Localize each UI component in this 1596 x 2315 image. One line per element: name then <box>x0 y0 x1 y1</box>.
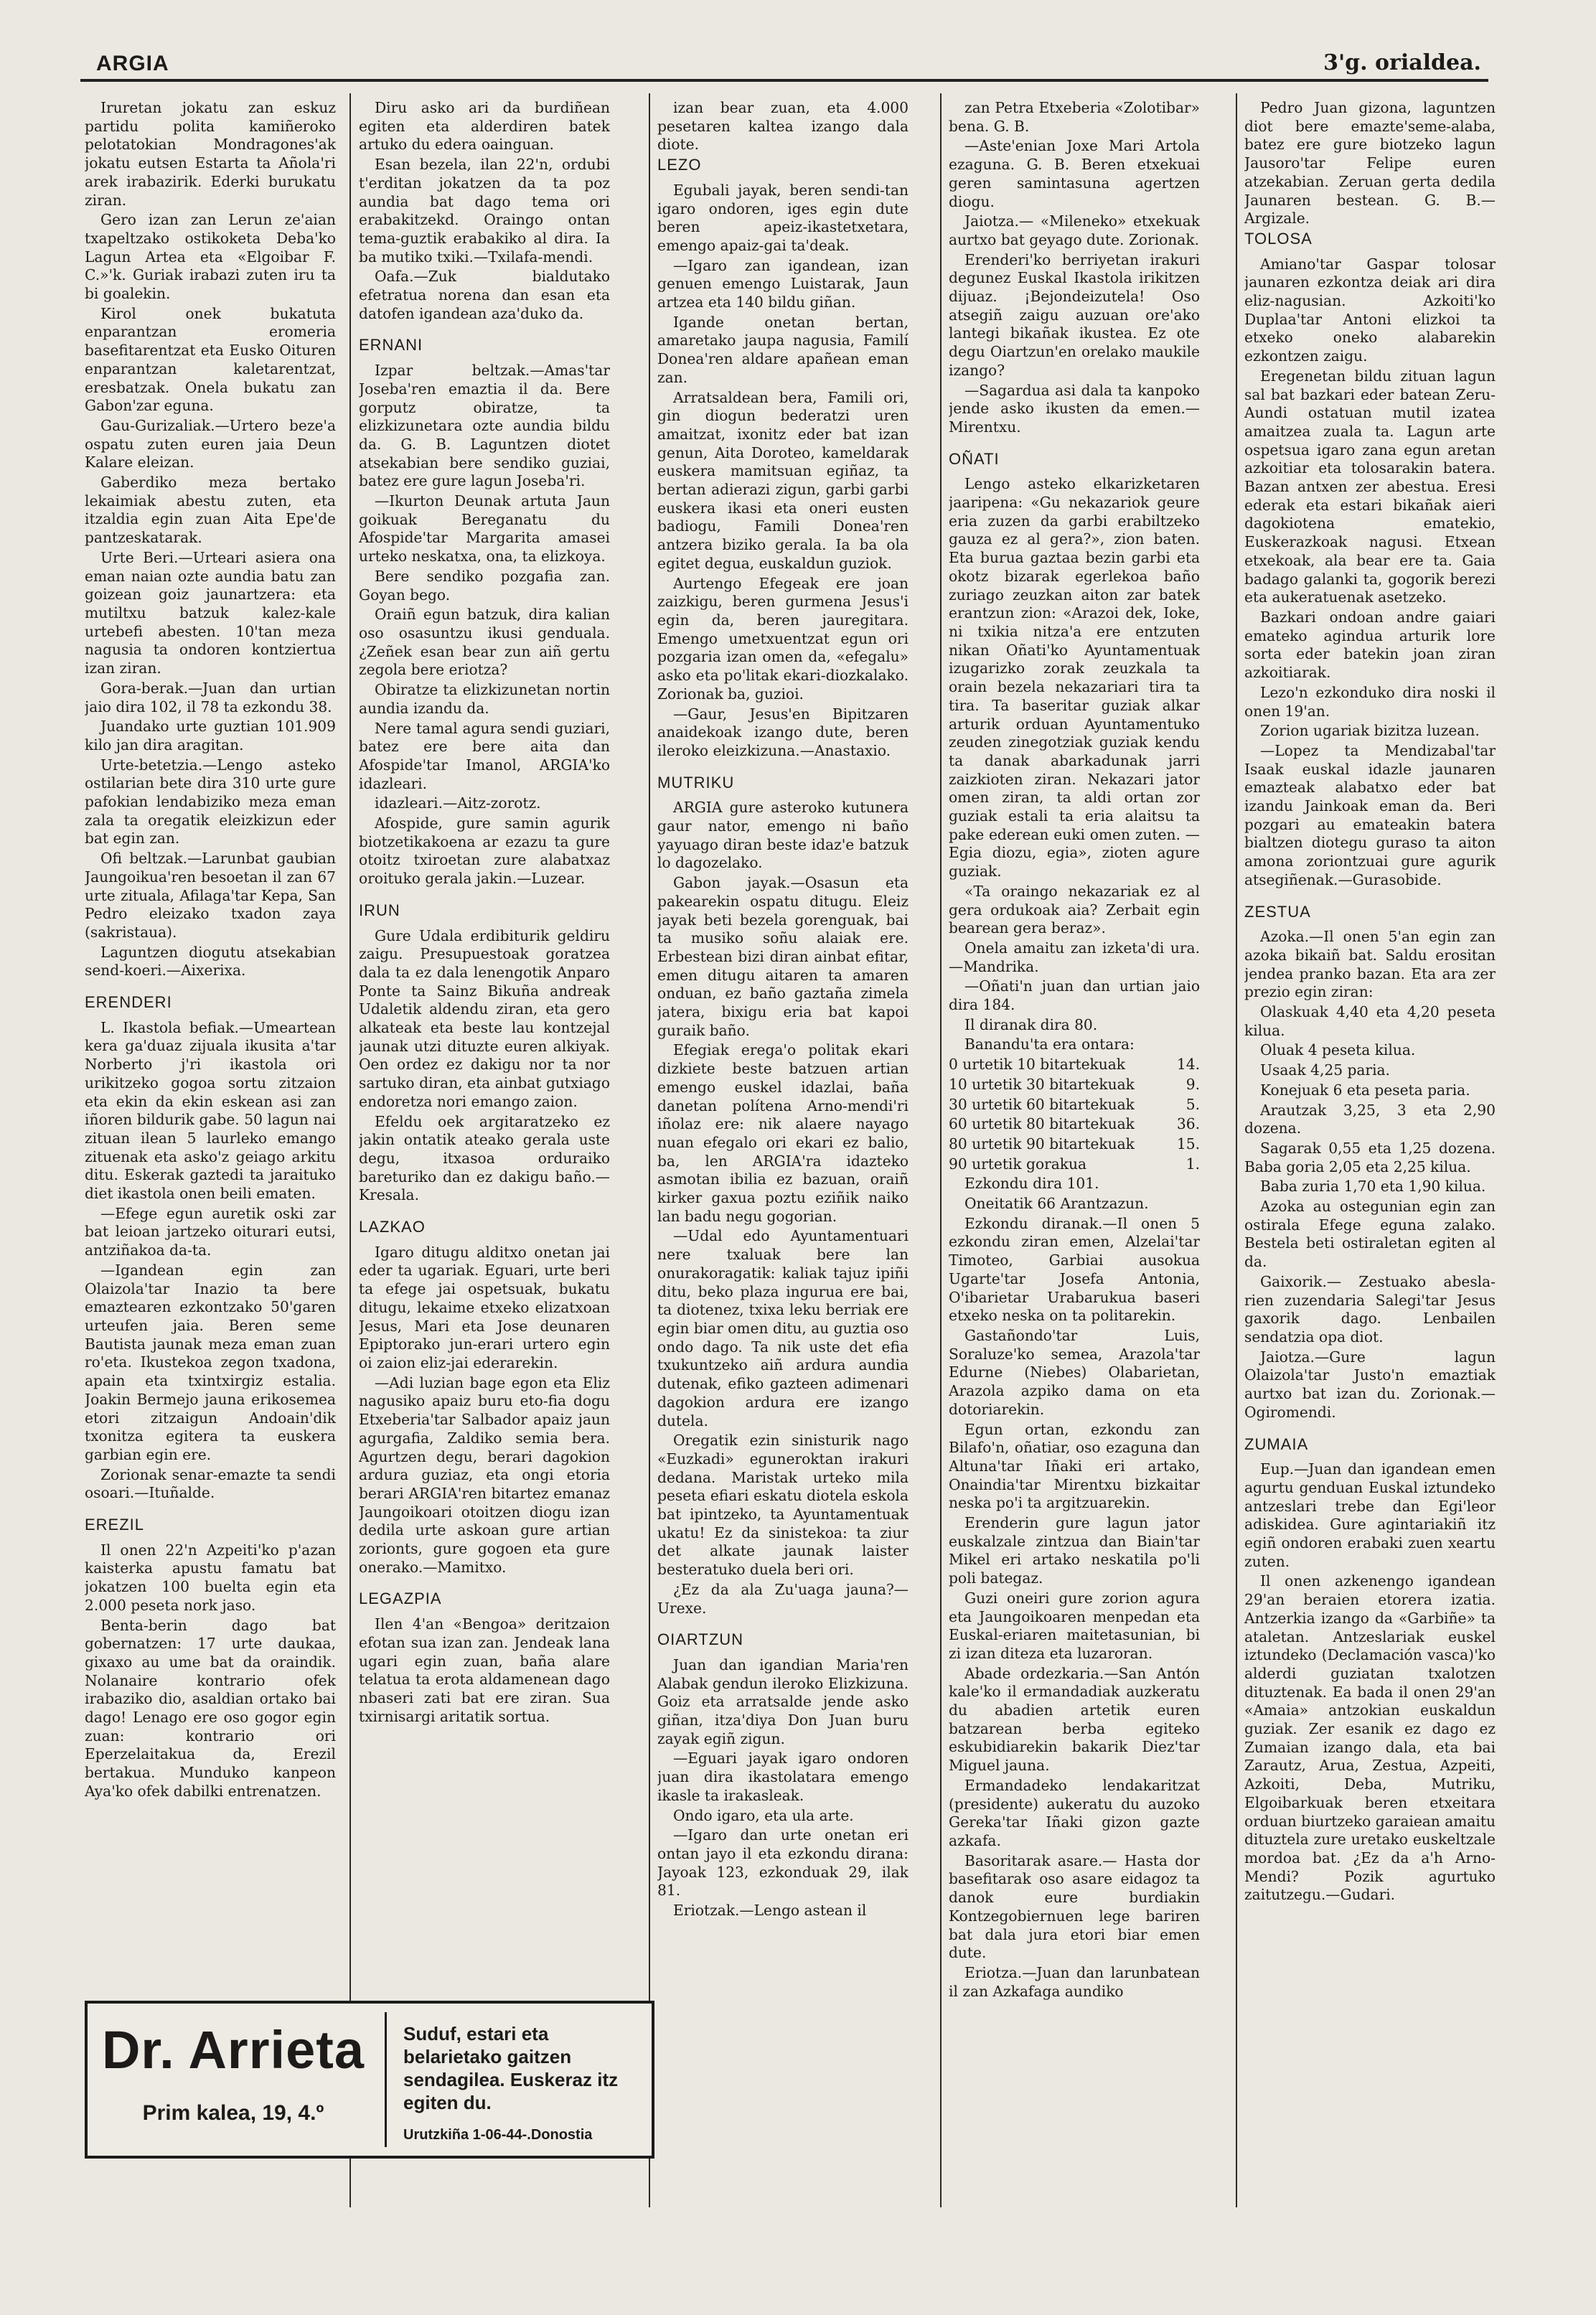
column-rule <box>349 93 351 2207</box>
statistics-value: 9. <box>1186 1075 1200 1093</box>
article-paragraph: Ezkondu dira 101. <box>964 1175 1099 1193</box>
ad-phone: Urutzkiña 1-06-44-.Donostia <box>403 2127 593 2143</box>
article-paragraph: Azoka.—Il onen 5'an egin zan azoka bikaiñ bat. Saldu erositan jendea pranko bazan. Eta ara zer prezio egin ziran: <box>1244 928 1496 1001</box>
article-paragraph: Eriotza.—Juan dan larunbatean il zan Azkafaga aundiko <box>949 1963 1200 2000</box>
article-paragraph: Kirol onek bukatuta enparantzan eromeria basefitarentzat eta Eusko Oituren enparantzan kaletarentzat, eresbatzak. Onela bukatu zan Gabon'zar eguna. <box>85 304 336 415</box>
article-paragraph: —Efege egun auretik oski zar bat leioan jartzeko oiturari eutsi, antziñakoa da-ta. <box>85 1204 336 1259</box>
article-paragraph: Efeldu oek argitaratzeko ez jakin ontatik ateako gerala uste degu, itxasoa orduraiko bareturiko dan ez dakigu baño.—Kresala. <box>359 1112 610 1204</box>
article-paragraph: Benta-berin dago bat gobernatzen: 17 urte daukaa, gixaxo au ume bat da oraindik. Nolanaire kontrario ofek irabaziko dio, asaldian ortako bai dago! Lenago ere oso gogor egin zuan: kontrario ori Eperzelaitakua da, Erezil bertakua. Munduko kanpeon Aya'ko ofek dabilki entrenatzen. <box>85 1616 336 1800</box>
ad-address: Prim kalea, 19, 4.º <box>142 2101 324 2125</box>
article-paragraph: Oregatik ezin sinisturik nago «Euzkadi» eguneroktan irakuri dedana. Maristak urteko mila peseta efiari eskatu diotela eskola bat ipintzeko, ta Ayuntamentuak ukatu! Ez da sinistekoa: ta ziur det alkate jaunak laister besteratuko duela beri ori. <box>657 1432 909 1579</box>
article-paragraph: Gastañondo'tar Luis, Soraluze'ko semea, Arazola'tar Edurne (Niebes) Olabarietan, Arazola azpiko dama on eta dotoriarekin. <box>949 1327 1200 1418</box>
article-paragraph: Igaro ditugu alditxo onetan jai eder ta ugariak. Eguari, urte beri ta efege jai ospetsuak, bukatu ditugu, lekaime etxeko elizatxoan Jesus, Mari eta Jose deunaren Epiptorako jun-erari urtero egin oi zaion eliz-jai ederarekin. <box>359 1243 610 1371</box>
ad-divider <box>385 2012 387 2147</box>
article-paragraph: Lezo'n ezkonduko dira noski il onen 19'an. <box>1244 683 1496 720</box>
section-heading: OIARTZUN <box>657 1630 744 1649</box>
ad-left-panel <box>88 2004 379 2156</box>
section-heading: IRUN <box>359 901 400 919</box>
statistics-row <box>949 1135 1200 1154</box>
statistics-value: 1. <box>1186 1155 1200 1173</box>
article-paragraph: Efegiak erega'o politak ekari dizkiete beste batzuen artian emengo euskel idazlai, baña danetan polítena Arno-mendi'ri iñolaz ere: nik alaere nayago nuan efegalo ori ekari ez balio, ba, len ARGIA'ra idazteko asmotan ibilia ez bazuan, oraiñ kirker gaxua poztu eziñik naiko lan badu negu gogorian. <box>657 1041 909 1225</box>
article-paragraph: Lengo asteko elkarizketaren jaaripena: «Gu nekazariok geure eria zuzen da garbi erabiltzeko gauza ez al gera?», zion baten. Eta burua gaztaa bezin garbi eta okotz bizarak egerlekoa baño zuriago zeuzkan aiton zar batek erantzun zion: «Arazoi dek, Ioke, ni txikia nitza'a ere entzuten nikan Oñati'ko Ayuntamentuak izugarizko zorak zeuzkala ta orain bezela nekazariari tira ta tira. Ta baseritar guziak alkar arturik orduan Ayuntamentuko zeuden zinegotziak guziak kendu ta danak abarkadunak jarri zaizkioten ziran. Nekazari jator omen ziran, ta aldi ortan zor guziak estali ta eria alaitsu ta pake ederean euki omen zuten. —Egia diozu, egia», zioten agure guziak. <box>949 475 1200 881</box>
section-heading: ZESTUA <box>1244 902 1311 921</box>
article-paragraph: —Sagardua asi dala ta kanpoko jende asko ikusten da emen.—Mirentxu. <box>949 381 1200 436</box>
statistics-label: 90 urtetik gorakua <box>949 1155 1087 1173</box>
article-paragraph: Esan bezela, ilan 22'n, ordubi t'erditan jokatzen da ta poz aundia bat dago tema ori erabakitzekd. Oraingo ontan tema-guztik erabakiko al dira. Ia ba mutiko txiki.—Txilafa-mendi. <box>359 156 610 266</box>
article-paragraph: Gabon jayak.—Osasun eta pakearekin ospatu ditugu. Eleiz jayak beti bezela gorenguak, bai ta musiko soñu alaiak ere. Erbestean bizi diran ainbat efitar, emen ditugu aitaren ta amaren onduan, ez baño gaztaña zimela jatera, bixigu eria bat kapoi guraik baño. <box>657 874 909 1039</box>
article-paragraph: Zorionak senar-emazte ta sendi osoari.—Ituñalde. <box>85 1465 336 1502</box>
article-paragraph: Guzi oneiri gure zorion agura eta Jaungoikoaren menpedan eta Euskal-eriaren maitetasunian, bi zi izan diteza eta luzaroran. <box>949 1589 1200 1662</box>
article-paragraph: «Ta oraingo nekazariak ez al gera ordukoak aia? Zerbait egin bearean gera beraz». <box>949 882 1200 937</box>
article-paragraph: ARGIA gure asteroko kutunera gaur nator, emengo ni baño yayuago diran beste idaz'e batzuk lo dagozelako. <box>657 799 909 872</box>
article-paragraph: Gora-berak.—Juan dan urtian jaio dira 102, il 78 ta ezkondu 38. <box>85 679 336 715</box>
article-paragraph: Eriotzak.—Lengo astean il <box>673 1902 867 1920</box>
section-heading: TOLOSA <box>1244 229 1313 248</box>
article-paragraph: Il diranak dira 80. <box>964 1015 1098 1033</box>
statistics-label: 60 urtetik 80 bitartekuak <box>949 1115 1135 1133</box>
page-number: 3'g. orialdea. <box>1323 50 1481 75</box>
section-heading: ZUMAIA <box>1244 1434 1309 1453</box>
article-paragraph: Aurtengo Efegeak ere joan zaizkigu, beren gurmena Jesus'i egin da, beren jauregitara. Emengo umetxuentzat egun ori pozgaria izan omen da, «efegalu» asko eta po'litak ekari-diozkalako. Zorionak ba, guzioi. <box>657 574 909 703</box>
section-heading: ERNANI <box>359 336 423 354</box>
article-paragraph: —Udal edo Ayuntamentuari nere txaluak bere lan onurakoragatik: kaliak tajuz ipiñi ditu, beko plaza ingurua ere bai, ta diotenez, txixa leku berriak ere egin biar omen ditu, au guztia oso ondo dago. Ta nik uste det efia txukuntzeko aiñ ardura aundia dutenak, efiko gazteen adimenari dagokion ardura ere izango dutela. <box>657 1227 909 1429</box>
article-paragraph: Bazkari ondoan andre gaiari emateko agindua arturik lore sorta eder batekin joan ziran azkoitiarak. <box>1244 608 1496 682</box>
article-paragraph: Eregenetan bildu zituan lagun sal bat bazkari eder batean Zeru-Aundi ostatuan mutil izatea amaitzea zuala ta. Lagun arte ospetsua igaro zana egun aretan azkoitiar eta tolosarakin batera. Bazan antxen zer abestua. Eresi ederak eta estari bikañak aieri dagokiotena ematekio, Euskerazkoak nagusi. Etxean etxekoak, ala bear ere ta. Gaia badago galanki ta, gogorik berezi eta aukeratuenak asetzeko. <box>1244 367 1496 606</box>
section-heading: EREZIL <box>85 1516 145 1534</box>
article-paragraph: Ilen 4'an «Bengoa» deritzaion efotan sua izan zan. Jendeak lana ugari egin zuan, baña alare telatua ta erota aldamenean dago nbaseri zati bat ere ziran. Sua txirnisargi aritatik sortua. <box>359 1615 610 1725</box>
statistics-value: 5. <box>1186 1095 1200 1113</box>
article-paragraph: Gure Udala erdibiturik geldiru zaigu. Presupuestoak goratzea dala ta ez dala lenengotik Anparo Ponte ta Sainz Bikuña andreak Udaletik aldendu ziran, eta gero alkateak eta beste lau kontzejal jaunak utzi dituzte euren alkiyak. Oen ordez ez dakigu nor ta nor sartuko diran, eta ainbat gutxiago endoretza nori emango zaion. <box>359 926 610 1110</box>
statistics-row <box>949 1056 1200 1074</box>
paper-name: ARGIA <box>96 52 169 75</box>
article-paragraph: Urte-betetzia.—Lengo asteko ostilarian bete dira 310 urte gure pafokian lendabiziko meza eman zala ta oregatik eleizkizun eder bat egin zan. <box>85 756 336 847</box>
article-paragraph: Urte Beri.—Urteari asiera ona eman naian ozte aundia batu zan goizean goiz jaunartzera: eta mutiltxu batzuk kalez-kale urtebefi abesten. 10'tan meza nagusia ta ondoren kontziertua izan ziran. <box>85 548 336 677</box>
ad-description: Suduf, estari eta belarietako gaitzen sendagilea. Euskeraz itz egiten du. <box>403 2023 619 2113</box>
column-rule <box>940 93 942 2207</box>
section-heading: LEGAZPIA <box>359 1589 442 1608</box>
article-paragraph: Baba zuria 1,70 eta 1,90 kilua. <box>1260 1178 1486 1196</box>
article-paragraph: Sagarak 0,55 eta 1,25 dozena. Baba goria 2,05 eta 2,25 kilua. <box>1244 1139 1496 1175</box>
article-paragraph: Oraiñ egun batzuk, dira kalian oso osasuntzu ikusi genduala. ¿Zeñek esan bear zun aiñ gertu zegola bere eriotza? <box>359 606 610 679</box>
article-paragraph: Arratsaldean bera, Famili ori, gin diogun bederatzi uren amaitzat, ixonitz eder bat izan genun, Aita Doroteo, kameldarak euskera mamitsuan egiñaz, ta bertan adierazi zigun, garbi garbi euskera ikasi eta oneri eusten badiogu, Famili Donea'ren antzera biziko gerala. Ia ba ola egitet degua, euskaldun guziok. <box>657 388 909 572</box>
article-paragraph: Juan dan igandian Maria'ren Alabak gendun ileroko Elizkizuna. Goiz eta arratsalde jende asko giñan, itza'diya Don Juan buru zayak egiñ zigun. <box>657 1656 909 1747</box>
article-paragraph: Il onen azkenengo igandean 29'an beraien etorera izatia. Antzerkia izango da «Garbiñe» ta ataletan. Antzeslariak euskel iztundeko (Declamación vasca)'ko alderdi guziatan txalotzen dituztenak. Ea bada il onen 29'an «Amaia» antzokian euskaldun guziak. Zer esanik ez dago ez Zumaian izango dala, eta bai Zarautz, Arua, Zestua, Azpeiti, Azkoiti, Deba, Mutriku, Elgoibarkuak beren etxeitara orduan biurtzeko garaiean amaitu dituztela zure uretako euskeltzale mordoa bat. ¿Ez da a'h Arno-Mendi? Pozik agurtuko zaitutzegu.—Gudari. <box>1244 1572 1496 1904</box>
article-paragraph: Obiratze ta elizkizunetan nortin aundia izandu da. <box>359 681 610 717</box>
statistics-row <box>949 1115 1200 1134</box>
statistics-label: 80 urtetik 90 bitartekuak <box>949 1135 1135 1152</box>
advertisement-box <box>85 2001 654 2159</box>
article-paragraph: Ezkondu diranak.—Il onen 5 ezkondu ziran emen, Alzelai'tar Timoteo, Garbiai ausokua Ugarte'tar Josefa Antonia, O'ibarietar Urabarukua baseri etxeko neska on ta politarekin. <box>949 1214 1200 1325</box>
article-paragraph: —Ikurton Deunak artuta Jaun goikuak Bereganatu du Afospide'tar Margarita amasei urteko neskatxa, ona, ta elizkoya. <box>359 492 610 565</box>
article-paragraph: Afospide, gure samin agurik biotzetikakoena ar ezazu ta gure otoitz txiroetan zure alabatxaz oroituko gerala jakin.—Luzear. <box>359 814 610 888</box>
article-paragraph: Oluak 4 peseta kilua. <box>1260 1041 1416 1059</box>
article-paragraph: Pedro Juan gizona, laguntzen diot bere emazte'seme-alaba, batez ere gure biotzeko lagun Jausoro'tar Felipe euren atzekabian. Zeruan gerta dedila Jaunaren bestean. G. B.—Argizale. <box>1244 99 1496 227</box>
article-paragraph: Banandu'ta era ontara: <box>964 1036 1135 1053</box>
column-5 <box>1244 99 1496 1906</box>
article-paragraph: —Igandean egin zan Olaizola'tar Inazio ta bere emaztearen ezkontzako 50'garen urteufen jaia. Beren seme Bautista jaunak meza eman zuan ro'eta. Ikustekoa zegon txadona, apain eta txintxirgiz estalia. Joakin Bermejo jauna erikosemea etori zitzaigun Andoain'dik txonitza egitera ta euskera garbian egin ere. <box>85 1261 336 1463</box>
article-paragraph: Jaiotza.—Gure lagun Olaizola'tar Justo'n emaztiak aurtxo bat izan du. Zorionak.—Ogiromendi. <box>1244 1348 1496 1421</box>
article-paragraph: Abade ordezkaria.—San Antón kale'ko il ermandadiak auzkeratu du abadien artetik euren batzarean berba egiteko eskubidiarekin bakarik Diez'tar Miguel jauna. <box>949 1664 1200 1775</box>
article-paragraph: zan Petra Etxeberia «Zolotibar» bena. G. B. <box>949 99 1200 135</box>
article-paragraph: —Gaur, Jesus'en Bipitzaren anaidekoak izango dute, beren ileroko eleizkizuna.—Anastaxio. <box>657 705 909 759</box>
article-paragraph: Amiano'tar Gaspar tolosar jaunaren ezkontza deiak ari dira eliz-nagusian. Azkoiti'ko Duplaa'tar Antoni elizkoi ta etxeko oneko alabarekin ezkontzen zaigu. <box>1244 255 1496 365</box>
statistics-label: 30 urtetik 60 bitartekuak <box>949 1095 1135 1113</box>
article-paragraph: —Aste'enian Joxe Mari Artola ezaguna. G. B. Beren etxekuai geren samintasuna agertzen diogu. <box>949 137 1200 210</box>
article-paragraph: Oafa.—Zuk bialdutako efetratua norena dan esan eta datofen igandean aza'duko da. <box>359 268 610 322</box>
article-paragraph: —Igaro zan igandean, izan genuen emengo Luistarak, Jaun artzea eta 140 bildu giñan. <box>657 256 909 311</box>
article-paragraph: Azoka au ostegunian egin zan ostirala Efege eguna zalako. Bestela beti ostiraletan egiten al da. <box>1244 1198 1496 1271</box>
article-paragraph: Gero izan zan Lerun ze'aian txapeltzako ostikoketa Deba'ko Lagun Artea eta «Elgoibar F. C.»'k. Guriak irabazi zuten iru ta bi goalekin. <box>85 211 336 303</box>
article-paragraph: Gau-Gurizaliak.—Urtero beze'a ospatu zuten euren jaia Deun Kalare eleizan. <box>85 416 336 471</box>
statistics-value: 15. <box>1176 1135 1200 1152</box>
article-paragraph: Igande onetan bertan, amaretako jaupa nagusia, Familí Donea'ren aldare apañean eman zan. <box>657 313 909 386</box>
statistics-label: 0 urtetik 10 bitartekuak <box>949 1056 1126 1074</box>
article-paragraph: Basoritarak asare.— Hasta dor basefitarak oso asare eidagoz ta danok eure burdiakin Kontzegobiernuen lege bariren bat dala jura etori biar emen dute. <box>949 1851 1200 1962</box>
section-heading: LEZO <box>657 156 702 174</box>
section-heading: OÑATI <box>949 449 1000 468</box>
article-paragraph: Izpar beltzak.—Amas'tar Joseba'ren emaztia il da. Bere gorputz obiratze, ta elizkizunetara ozte aundia bildu da. G. B. Laguntzen diotet atsekabian bere sendiko guziai, batez ere gure lagun Joseba'ri. <box>359 362 610 490</box>
article-paragraph: Arautzak 3,25, 3 eta 2,90 dozena. <box>1244 1101 1496 1137</box>
statistics-label: 10 urtetik 30 bitartekuak <box>949 1075 1135 1093</box>
column-3 <box>657 99 909 1922</box>
article-paragraph: Diru asko ari da burdiñean egiten eta alderdiren batek artuko du edera oainguan. <box>359 99 610 154</box>
masthead <box>80 46 1488 82</box>
statistics-row <box>949 1155 1200 1174</box>
article-paragraph: Bere sendiko pozgafia zan. Goyan bego. <box>359 567 610 604</box>
statistics-row <box>949 1096 1200 1114</box>
article-paragraph: Konejuak 6 eta peseta paria. <box>1260 1081 1470 1099</box>
statistics-value: 14. <box>1176 1056 1200 1074</box>
article-paragraph: Usaak 4,25 paria. <box>1260 1061 1390 1079</box>
article-paragraph: Nere tamal agura sendi guziari, batez ere bere aita dan Afospide'tar Imanol, ARGIA'ko idazleari. <box>359 719 610 792</box>
article-paragraph: —Igaro dan urte onetan eri ontan jayo il eta ezkondu dirana: Jayoak 123, ezkonduak 29, ilak 81. <box>657 1826 909 1900</box>
article-paragraph: izan bear zuan, eta 4.000 pesetaren kaltea izango dala diote. <box>657 99 909 154</box>
section-heading: ERENDERI <box>85 993 172 1012</box>
article-paragraph: —Oñati'n juan dan urtian jaio dira 184. <box>949 977 1200 1014</box>
article-paragraph: Zorion ugariak bizitza luzean. <box>1260 722 1480 740</box>
article-paragraph: Iruretan jokatu zan eskuz partidu polita kamiñeroko pelotatokian Mondragones'ak jokatu eutsen Estarta ta Añola'ri arek irabazirik. Ederki burukatu ziran. <box>85 99 336 209</box>
article-paragraph: —Adi luzian bage egon eta Eliz nagusiko apaiz buru eto-fia dogu Etxeberia'tar Salbador apaiz jaun agurgafia, Zaldiko semia bera. Agurtzen degu, berari dagokion ardura guziaz, eta ongi etoria berari ARGIA'ren bitartez emanaz Jaungoikoari otoitzen diogu izan dedila urte askoan gure artian zorionts, gure gogoen eta gure onerako.—Mamitxo. <box>359 1373 610 1576</box>
article-paragraph: Ermandadeko lendakaritzat (presidente) aukeratu du auzoko Gereka'tar Iñaki gizon gazte azkafa. <box>949 1776 1200 1849</box>
section-heading: MUTRIKU <box>657 773 735 792</box>
statistics-row <box>949 1076 1200 1094</box>
article-paragraph: Jaiotza.— «Mileneko» etxekuak aurtxo bat geyago dute. Zorionak. <box>949 212 1200 248</box>
article-paragraph: Juandako urte guztian 101.909 kilo jan dira aragitan. <box>85 718 336 753</box>
article-paragraph: Laguntzen diogutu atsekabian send-koeri.—Aixerixa. <box>85 943 336 980</box>
article-paragraph: —Lopez ta Mendizabal'tar Isaak euskal idazle jaunaren emazteak alabatxo eder bat izandu Jainkoak eman da. Beri pozgari au emateakin batera bialtzen diotegu guraso ta aiton amona zoriontzuai gure agurik atsegiñenak.—Gurasobide. <box>1244 741 1496 888</box>
article-paragraph: L. Ikastola befiak.—Umeartean kera ga'duaz zijuala ikusita a'tar Norberto j'ri ikastola ori urikitzeko gogoa sortu zitzaion eta ekin da ekin eskean asi zan iñoren bildurik gabe. 50 lagun nai zituan ilean 5 laurleko emango zituenak eta asko'z geiago arkitu ditu. Eskerak gaztedi ta jaraituko diet ikastola onen beili ematen. <box>85 1018 336 1203</box>
article-paragraph: Oneitatik 66 Arantzazun. <box>964 1195 1149 1213</box>
column-4 <box>949 99 1200 2002</box>
article-paragraph: Ondo igaro, eta ula arte. <box>673 1806 854 1824</box>
article-paragraph: Erenderi'ko berriyetan irakuri degunez Euskal Ikastola irikitzen dijuaz. ¡Bejondeizutela! Oso atsegiñ zaigu auzuan ore'ako lantegi bikañak ikustea. Ez ote degu Oiartzun'en orelako maukile izango? <box>949 250 1200 379</box>
article-paragraph: Olaskuak 4,40 eta 4,20 peseta kilua. <box>1244 1003 1496 1039</box>
statistics-value: 36. <box>1176 1115 1200 1133</box>
article-paragraph: Gaberdiko meza bertako lekaimiak abestu zuten, eta itzaldia egin zuan Aita Epe'de pantzeskatarak. <box>85 474 336 547</box>
column-rule <box>649 93 650 2207</box>
article-paragraph: Egun ortan, ezkondu zan Bilafo'n, oñatiar, oso ezaguna dan Altuna'tar Iñaki eri artako, Onaindia'tar Mirentxu bizkaitar neska po'i ta argitzuarekin. <box>949 1420 1200 1512</box>
article-paragraph: ¿Ez da ala Zu'uaga jauna?—Urexe. <box>657 1580 909 1617</box>
article-paragraph: —Eguari jayak igaro ondoren juan dira ikastolatara emengo ikasle ta irakasleak. <box>657 1750 909 1804</box>
article-paragraph: Erenderin gure lagun jator euskalzale zintzua dan Biain'tar Mikel eri artako neskatila po'li poli bategaz. <box>949 1514 1200 1587</box>
column-1 <box>85 99 336 1803</box>
article-paragraph: Eup.—Juan dan igandean emen agurtu genduan Euskal iztundeko antzeslari trebe dan Egi'leor adiskidea. Gure agintariakiñ itz egiñ ondoren erabaki zuen xeartu zuten. <box>1244 1460 1496 1570</box>
ad-doctor-name: Dr. Arrieta <box>101 2020 365 2080</box>
column-rule <box>1236 93 1237 2207</box>
article-paragraph: Egubali jayak, beren sendi-tan igaro ondoren, iges egin dute beren apeiz-ikastetxetara, emengo apaiz-gai ta'deak. <box>657 181 909 254</box>
article-paragraph: Onela amaitu zan izketa'di ura.—Mandrika. <box>949 939 1200 975</box>
column-2 <box>359 99 610 1727</box>
article-paragraph: Gaixorik.— Zestuako abesla-rien zuzendaria Salegi'tar Jesus gaxorik dago. Lenbailen sendatzia opa diot. <box>1244 1272 1496 1346</box>
article-paragraph: Il onen 22'n Azpeiti'ko p'azan kaisterka apustu famatu bat jokatzen 100 bueltа egin eta 2.000 peseta nork jaso. <box>85 1541 336 1614</box>
section-heading: LAZKAO <box>359 1218 426 1236</box>
article-paragraph: idazleari.—Aitz-zorotz. <box>375 794 541 812</box>
article-paragraph: Ofi beltzak.—Larunbat gaubian Jaungoikua'ren besoetan il zan 67 urte zituala, Afilaga'tar Kepa, San Pedro eleizako txadon zaya (sakristaua). <box>85 850 336 941</box>
